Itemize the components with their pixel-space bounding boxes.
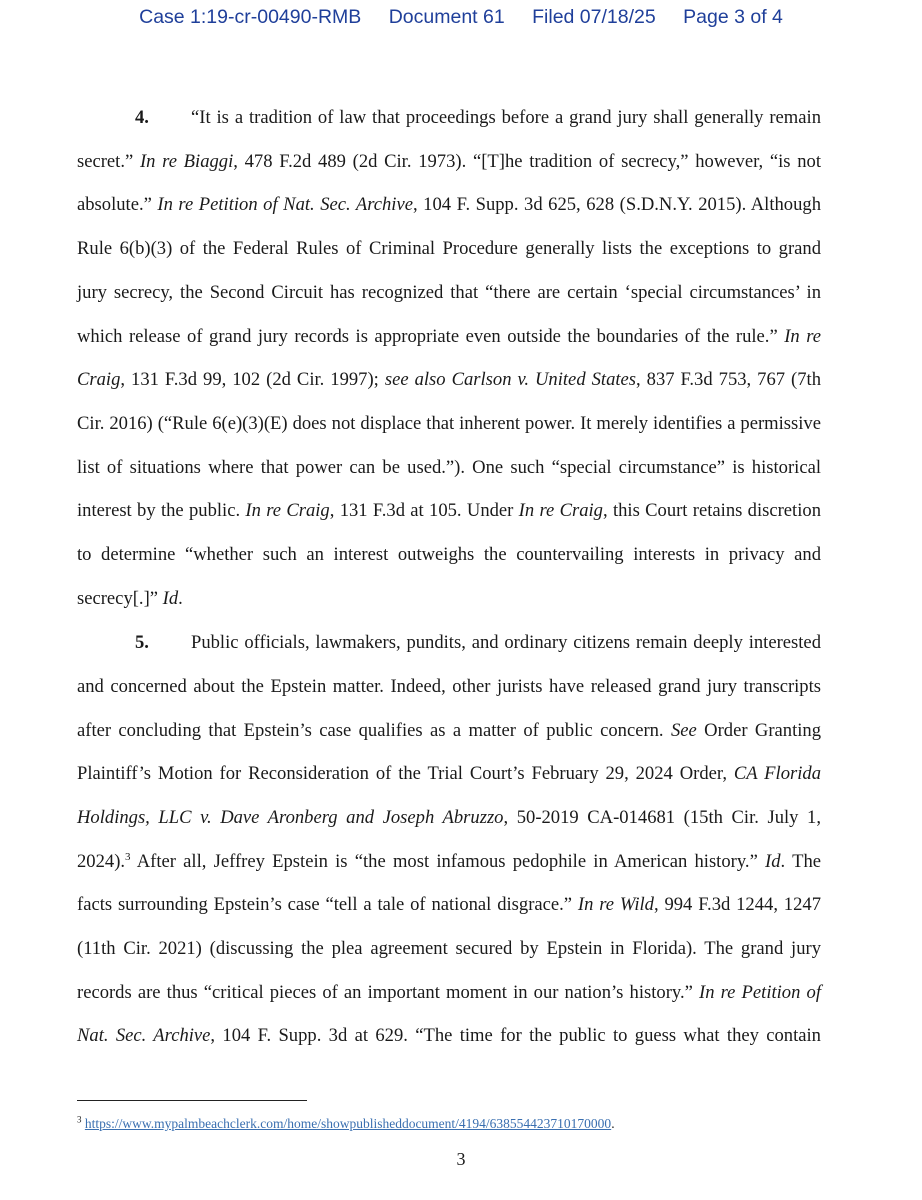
footnote-link[interactable]: https://www.mypalmbeachclerk.com/home/showpublisheddocument/4194/638554423710170000 (84, 1116, 612, 1131)
paragraph-4-line-7: Craig, 131 F.3d 99, 102 (2d Cir. 1997); see also Carlson v. United States, 837 F.3d 753, 767 (7th (77, 369, 822, 390)
paragraph-number: 4. (135, 107, 149, 128)
paragraph-4-line-6: which release of grand jury records is appropriate even outside the boundaries of the rule.” In re (77, 326, 822, 347)
paragraph-4-line-1: 4. “It is a tradition of law that proceedings before a grand jury shall generally remain (135, 107, 821, 128)
paragraph-5-line-8: (11th Cir. 2021) (discussing the plea agreement secured by Epstein in Florida). The grand jury (77, 938, 821, 959)
filed-date: Filed 07/18/25 (532, 6, 656, 28)
paragraph-4-line-4: Rule 6(b)(3) of the Federal Rules of Criminal Procedure generally lists the exceptions to grand (77, 238, 821, 259)
footnote-3: $^3$ https://www.mypalmbeachclerk.com/home/showpublisheddocument/4194/638554423710170000. (77, 1114, 615, 1131)
paragraph-5-line-6: 2024).$^3$ After all, Jeffrey Epstein is “the most infamous pedophile in American history.” Id. The (77, 850, 821, 872)
paragraph-5-line-7: facts surrounding Epstein’s case “tell a tale of national disgrace.” In re Wild, 994 F.3d 1244, 1247 (77, 894, 821, 915)
document-number: Document 61 (388, 6, 505, 28)
paragraph-4-line-3: absolute.” In re Petition of Nat. Sec. Archive, 104 F. Supp. 3d 625, 628 (S.D.N.Y. 2015). Although (77, 194, 821, 215)
paragraph-5-line-2: and concerned about the Epstein matter. Indeed, other jurists have released grand jury transcripts (77, 676, 821, 697)
paragraph-5-line-4: Plaintiff’s Motion for Reconsideration of the Trial Court’s February 29, 2024 Order, CA Florida (77, 763, 822, 784)
paragraph-5-line-5: Holdings, LLC v. Dave Aronberg and Joseph Abruzzo, 50-2019 CA-014681 (15th Cir. July 1, (77, 807, 822, 828)
paragraph-number: 5. (135, 632, 149, 653)
paragraph-4-line-8: Cir. 2016) (“Rule 6(e)(3)(E) does not displace that inherent power. It merely identifies a permissive (77, 413, 821, 434)
paragraph-4-line-11: to determine “whether such an interest outweighs the countervailing interests in privacy and (77, 544, 821, 565)
paragraph-4-line-10: interest by the public. In re Craig, 131 F.3d at 105. Under In re Craig, this Court retains discretion (77, 500, 821, 521)
paragraph-5-line-9: records are thus “critical pieces of an important moment in our nation’s history.” In re Petition of (77, 982, 821, 1003)
page-number: 3 (456, 1149, 466, 1169)
ecf-header (0, 6, 922, 29)
paragraph-4-line-12: secrecy[.]” Id. (77, 588, 183, 609)
case-number: Case 1:19-cr-00490-RMB (139, 6, 362, 28)
paragraph-5-line-10: Nat. Sec. Archive, 104 F. Supp. 3d at 629. “The time for the public to guess what they contain (77, 1025, 821, 1046)
paragraph-5-line-1: 5. Public officials, lawmakers, pundits, and ordinary citizens remain deeply interested (135, 632, 821, 653)
page-count: Page 3 of 4 (683, 6, 783, 28)
paragraph-4-line-5: jury secrecy, the Second Circuit has recognized that “there are certain ‘special circumstances’ in (77, 282, 821, 303)
footnote-marker: 3 (77, 1114, 82, 1125)
paragraph-5-line-3: after concluding that Epstein’s case qualifies as a matter of public concern. See Order Granting (77, 720, 821, 741)
footnote-reference[interactable]: 3 (125, 850, 131, 863)
footnote-divider (77, 1100, 307, 1101)
paragraph-4-line-2: secret.” In re Biaggi, 478 F.2d 489 (2d Cir. 1973). “[T]he tradition of secrecy,” however, “is not (77, 151, 821, 172)
paragraph-4-line-9: list of situations where that power can be used.”). One such “special circumstance” is historical (77, 457, 821, 478)
